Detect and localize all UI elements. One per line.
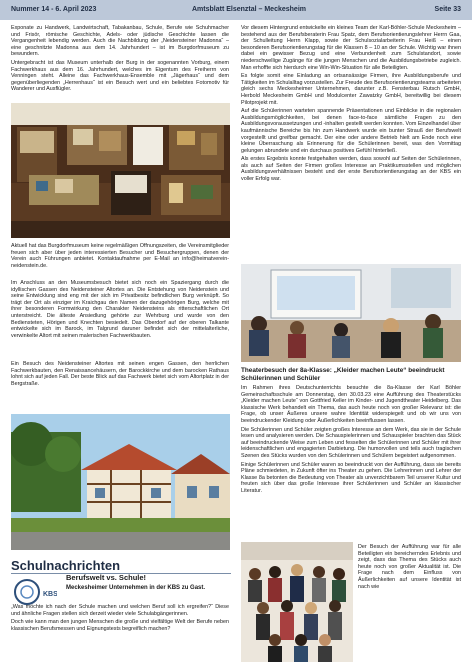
left-altort-text <box>11 280 229 359</box>
group-illustration <box>241 542 353 662</box>
classroom-photo <box>241 264 461 362</box>
page-number: Seite 33 <box>434 6 461 13</box>
kbs-logo <box>13 578 57 606</box>
group-photo <box>241 542 353 662</box>
paragraph-deutschunterricht: Im Rahmen ihres Deutschunterrichts besuchte die 8a-Klasse der Karl Böhler Gemeinschaftsschule am Donnerstag, den 30.03.23 eine Aufführung des Theaterstücks „Kleider machen Leute“ von Gottfried Keller im Kinder- und Jugendtheater Heidelberg. Das klassische Werk behandelt ein Thema, das auch heute noch von großer Relevanz ist: die Frage, ob unser Äußeres unsere wahre Identität widerspiegelt und ob wir uns von beeindruckender Kleidung oder Äußerlichkeiten beeinflussen lassen. <box>241 385 461 424</box>
berufswelt-heading <box>66 573 230 592</box>
museum-interior-photo <box>11 103 230 238</box>
right-besuch-text <box>358 544 461 662</box>
schulnachrichten-bar <box>11 557 231 574</box>
right-berufsorientierung-text <box>241 25 461 259</box>
kbs-logo-icon <box>13 578 57 606</box>
paragraph-einladung: Es folgte somit eine Einladung an ortsansässige Firmen, ihre Ausbildungsberufe und Tätigkeiten im Schulalltag vorzustellen. Zur Freude des Berufsorientierungsteams arbeiteten gleich sechs Meckesheimer Unternehmen, darunter z.B. Fensterbau Rutsch GmbH, Herbold Meckesheim GmbH und Modulcenter Zawatzky GmbH, bereitwillig bei diesem Pilotprojekt mit. <box>241 73 461 106</box>
paragraph-doch-wie: Doch wie kann man den jungen Menschen die große und vielfältige Welt der Berufe neben klassischen Berufsmessen und Eignungstests begreiflich machen? <box>11 619 229 632</box>
paragraph-besuch: Ein Besuch des Neidensteiner Altortes mit seinen engen Gassen, den herrlichen Fachwerkbauten, den Renaissancehäusern, der Barockkirche und dem barocken Rathaus lohnt sich auf jeden Fall. Der beste Blick auf das Fachwerk bietet sich vom Altortplatz in der Bergstraße. <box>11 361 229 387</box>
section-title-schulnachrichten: Schulnachrichten <box>11 558 121 573</box>
left-intro-text <box>11 25 229 97</box>
left-opening-hours <box>11 243 229 275</box>
village-illustration <box>11 414 230 550</box>
paragraph-der-besuch: Der Besuch der Aufführung war für alle Beteiligten ein bereicherndes Erlebnis und zeigt, dass das Thema des Stücks auch heute noch von großer Aktualität ist. Die Frage nach dem Einfluss von Äußerlichkeiten auf unsere Identität ist nach wie <box>358 544 461 590</box>
issue-number: Nummer 14 - 6. April 2023 <box>11 6 97 13</box>
right-theater-text <box>241 385 461 540</box>
paragraph-ergebnis: Als erstes Ergebnis konnte festgehalten werden, dass sowohl auf Seiten der Schülerinnen, als auch auf Seiten der Firmen großes Interesse an Praktikumsstellen und möglichen Ausbildungsverhältnissen besteht und der erste Berufsorientierungstag an der KBS ein voller Erfolg war. <box>241 156 461 183</box>
left-berufswelt-text <box>11 604 229 662</box>
kbs-logo-text: KBS <box>43 591 57 598</box>
classroom-illustration <box>241 264 461 362</box>
berufswelt-subtitle: Meckesheimer Unternehmen in der KBS zu Gast. <box>66 585 206 591</box>
paragraph-oeffnungszeiten: Aktuell hat das Burgdorfmuseum keine regelmäßigen Öffnungszeiten, die Vereinsmitglieder freuen sich aber über jeden interessierten Besucher und Besuchergruppen, denen der Verein auch Führungen anbietet. Kontaktaufnahme per E-Mail an info@heimatverein-neidenstein.de. <box>11 243 229 269</box>
museum-interior-illustration <box>11 103 230 238</box>
paragraph-exponate: Exponate zu Handwerk, Landwirtschaft, Tabakanbau, Schule, Berufe wie Schuhmacher und Frisör, römische Geschichte, Adels- oder jüdische Geschichte lassen die Vergangenheit lebendig werden. Auch die Nachbildung der „Neidensteiner Madonna“ – eine geschnitzte Madonna aus dem 14. Jahrhundert – ist im Burgdorfmuseum zu bewundern. <box>11 25 229 58</box>
publication-title: Amtsblatt Elsenztal – Meckesheim <box>192 6 306 13</box>
paragraph-interesse: Die Schülerinnen und Schüler zeigten großes Interesse an dem Werk, das sie in der Schule lesen und analysieren werden. Die Schauspielerinnen und Schauspieler brachten das Stück auf beeindruckende Weise zum Leben und fesselten die Schülerinnen und Schüler mit ihrer leidenschaftlichen und engagierten Darbietung. Die humorvollen und teils auch tragischen Szenen des Stücks wurden von den Schülerinnen und Schülern begeistert aufgenommen. <box>241 426 461 459</box>
page-header <box>0 0 472 20</box>
paragraph-was-moechte-ich: „Was möchte ich nach der Schule machen und welchen Beruf soll ich ergreifen?“ Diese und ähnliche Fragen stellen sich derzeit wieder viele Schulabgängerinnen. <box>11 604 229 617</box>
paragraph-praesentationen: Auf die Schülerinnen warteten spannende Präsentationen und Einblicke in die regionalen Ausbildungsmöglichkeiten, bei denen face-to-face sämtliche Fragen zu den Ausbildungsvoraussetzungen und -inhalten gestellt werden konnten. Vom Einzelhandel über kaufmännische Bereiche bis hin zum Handwerk wurde ein bunter Strauß der Berufswelt vorgestellt und greifbar gemacht. Der eine oder andere Betrieb hielt am Ende noch eine kleine Überraschung als Erinnerung für die Schülerinnen bereit, was den Vormittag gelungen abrundete und ein durchaus positives Gefühl hinterließ. <box>241 108 461 154</box>
paragraph-vorburg: Untergebracht ist das Museum unterhalb der Burg in der sogenannten Vorburg, einem Fachwerkhaus aus dem 16. Jahrhundert, welches im Eigentum des Freiherrn von Venningen steht. Alleine das Fachwerkhaus-Ensemble mit „Jägerhaus“ und dem gegenüberliegenden „Herrenhaus“ ist ein Besuch wert und ein beliebtes Fotomotiv für Wanderer und Ausflügler. <box>11 59 229 93</box>
theater-title: Theaterbesuch der 8a-Klasse: „Kleider machen Leute“ beeindruckt Schülerinnen und Schüler <box>241 367 445 382</box>
paragraph-beeindruckt: Einige Schülerinnen und Schüler waren so beeindruckt von der Aufführung, dass sie bereits Pläne schmiedeten, in Zukunft öfter ins Theater zu gehen. Die Lehrerinnen und Lehrer der Klasse 8a betonten die Bedeutung von Theater als unverzichtbarem Teil unserer Kultur und freuten sich über das große Interesse ihrer Schülerinnen und Schüler an klassischer Literatur. <box>241 461 461 494</box>
theater-heading <box>241 367 461 382</box>
berufswelt-title: Berufswelt vs. Schule! <box>66 573 147 582</box>
paragraph-altort: Im Anschluss an den Museumsbesuch bietet sich noch ein Spaziergang durch die idyllischen Gassen des Neidensteiner Altortes an. Die Entstehung von Neidenstein und seine Entwicklung sind eng mit der sich im Privatbesitz befindlichen Burg verknüpft. So trägt der Ort als einziger im Kraichgau den Namen der dazugehörigen Burg, welche mit ihrer besonderen Formwirkung den Charakter Neidensteins als ritterschaftlichen Ort unterstreicht. Die älteste Ansiedlung gehörte zur Wehrburg und wurde von den Bediensteten, Hörigen und Knechten besiedelt. Das Oberdorf auf der oberen Talkante entwickelte sich im Barock, im Talgrund daruner befindet sich der mittelalterliche, verwinkelte Altort mit seinen malerischen Fachwerkbauten. <box>11 280 229 339</box>
village-photo <box>11 414 230 550</box>
paragraph-hintergrund: Vor diesem Hintergrund entwickelte ein kleines Team der Karl-Böhler-Schule Meckesheim – bestehend aus der Berufsberaterin Frau Spatz, dem Berufsorientierungslehrer Herrn Gaa, der Schulleitung Herrn Klapp, sowie der Schulsozialarbeiterin Frau Heiß – einen besonderen Berufsorientierungstag für die Klassen 8 – 10 an der Schule. Wichtig war ihnen dabei ein gewisser Bezug und eine Verbundenheit zum Schulstandort, sowie niederschwellige Zugänge für die jungen Menschen und die Ausbildungsbetriebe zugleich. Man erhoffte sich hierdurch eine Win-Win-Situation für alle Beteiligten. <box>241 25 461 71</box>
left-besuch-text <box>11 361 229 411</box>
